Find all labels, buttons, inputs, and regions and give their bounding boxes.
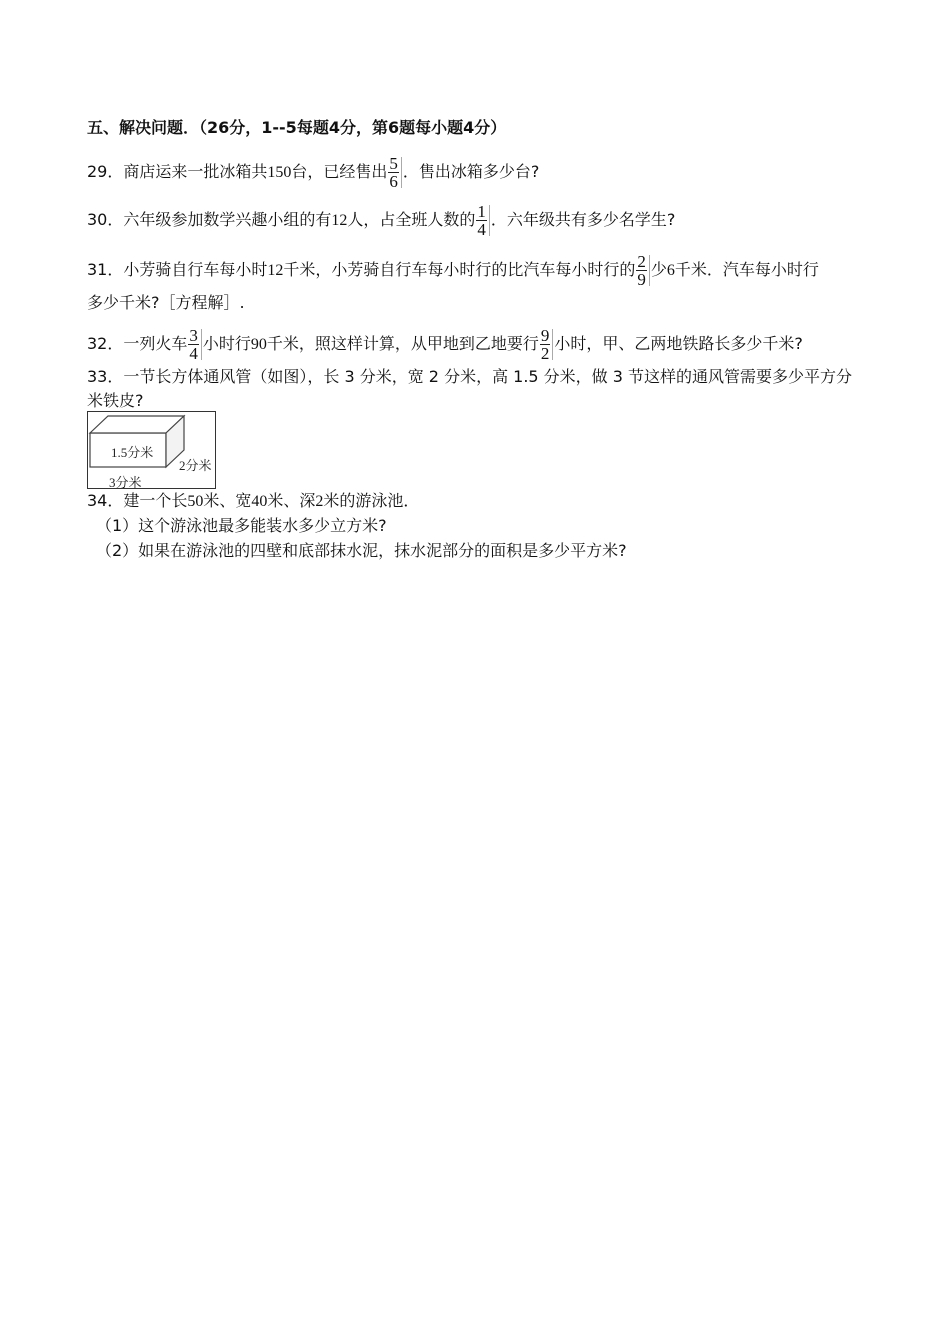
fraction-2-9: $\frac{2}{9}$	[636, 253, 650, 288]
question-34-part-2: （2）如果在游泳池的四壁和底部抹水泥，抹水泥部分的面积是多少平方米?	[96, 541, 627, 560]
fraction-5-6: $\frac{5}{6}$	[388, 155, 402, 190]
question-34: 34．建一个长50米、宽40米、深2米的游泳池．	[87, 491, 420, 510]
question-34-part-1: （1）这个游泳池最多能装水多少立方米?	[96, 516, 387, 535]
question-31: 31．小芳骑自行车每小时12千米，小芳骑自行车每小时行的比汽车每小时行的 $\frac{2}{9}$ 少6千米．汽车每小时行	[87, 252, 819, 289]
height-label: 1.5分米	[111, 445, 154, 460]
fraction-9-2: $\frac{9}{2}$	[540, 327, 554, 362]
question-33: 33．一节长方体通风管（如图），长 3 分米，宽 2 分米，高 1.5 分米，做 3 节这样的通风管需要多少平方分	[87, 367, 853, 386]
question-29: 29．商店运来一批冰箱共150台，已经售出 $\frac{5}{6}$ ．售出冰箱多少台?	[87, 154, 540, 191]
fraction-3-4: $\frac{3}{4}$	[188, 327, 202, 362]
cuboid-figure	[87, 411, 217, 489]
length-label: 3分米	[109, 475, 142, 490]
question-32: 32．一列火车 $\frac{3}{4}$ 小时行90千米，照这样计算，从甲地到乙地要行 $\frac{9}{2}$ 小时，甲、乙两地铁路长多少千米?	[87, 326, 803, 363]
question-31-line2: 多少千米?［方程解］.	[87, 293, 245, 312]
question-30: 30．六年级参加数学兴趣小组的有12人，占全班人数的 $\frac{1}{4}$ ．六年级共有多少名学生?	[87, 202, 676, 239]
section-heading: 五、解决问题．（26分，1--5每题4分，第6题每小题4分）	[87, 118, 507, 137]
question-33-line2: 米铁皮?	[87, 391, 144, 410]
fraction-1-4: $\frac{1}{4}$	[476, 203, 490, 238]
width-label: 2分米	[179, 458, 212, 473]
